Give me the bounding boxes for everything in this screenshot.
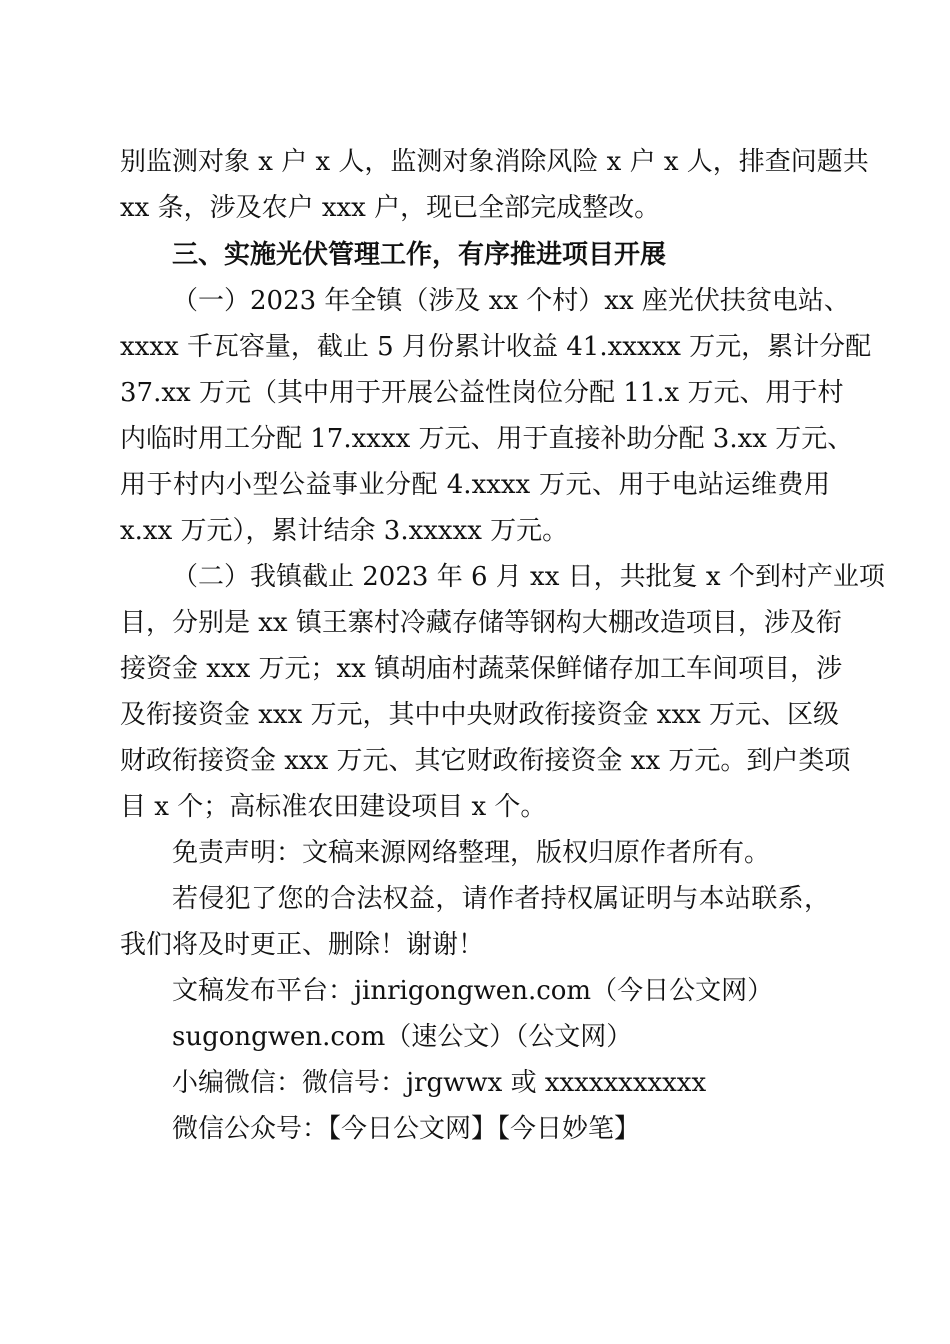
body-text-line: （一）2023 年全镇（涉及 xx 个村）xx 座光伏扶贫电站、 [172, 286, 850, 316]
wechat-public-account: 微信公众号：【今日公文网】【今日妙笔】 [172, 1114, 641, 1144]
infringement-notice: 我们将及时更正、删除！谢谢！ [120, 930, 485, 960]
publish-platform-secondary: sugongwen.com（速公文）（公文网） [172, 1022, 633, 1052]
infringement-notice: 若侵犯了您的合法权益，请作者持权属证明与本站联系， [172, 884, 830, 914]
body-text-line: 目 x 个；高标准农田建设项目 x 个。 [120, 792, 547, 822]
body-text-line: 用于村内小型公益事业分配 4.xxxx 万元、用于电站运维费用 [120, 470, 830, 500]
body-text-line: 及衔接资金 xxx 万元，其中中央财政衔接资金 xxx 万元、区级 [120, 700, 840, 730]
body-text-line: 财政衔接资金 xxx 万元、其它财政衔接资金 xx 万元。到户类项 [120, 746, 851, 776]
body-text-line: xxxx 千瓦容量，截止 5 月份累计收益 41.xxxxx 万元，累计分配 [120, 332, 872, 362]
body-text-line: 内临时用工分配 17.xxxx 万元、用于直接补助分配 3.xx 万元、 [120, 424, 854, 454]
publish-platform: 文稿发布平台：jinrigongwen.com（今日公文网） [172, 976, 774, 1006]
editor-wechat: 小编微信：微信号：jrgwwx 或 xxxxxxxxxxx [172, 1068, 707, 1098]
body-text-line: 接资金 xxx 万元；xx 镇胡庙村蔬菜保鲜储存加工车间项目，涉 [120, 654, 843, 684]
body-text-line: xx 条，涉及农户 xxx 户，现已全部完成整改。 [120, 193, 661, 223]
body-text-line: 别监测对象 x 户 x 人，监测对象消除风险 x 户 x 人，排查问题共 [120, 147, 869, 177]
section-heading: 三、实施光伏管理工作，有序推进项目开展 [172, 240, 667, 270]
body-text-line: x.xx 万元），累计结余 3.xxxxx 万元。 [120, 516, 569, 546]
disclaimer-text: 免责声明：文稿来源网络整理，版权归原作者所有。 [172, 838, 771, 868]
body-text-line: （二）我镇截止 2023 年 6 月 xx 日，共批复 x 个到村产业项 [172, 562, 885, 592]
body-text-line: 目，分别是 xx 镇王寨村冷藏存储等钢构大棚改造项目，涉及衔 [120, 608, 842, 638]
body-text-line: 37.xx 万元（其中用于开展公益性岗位分配 11.x 万元、用于村 [120, 378, 844, 408]
